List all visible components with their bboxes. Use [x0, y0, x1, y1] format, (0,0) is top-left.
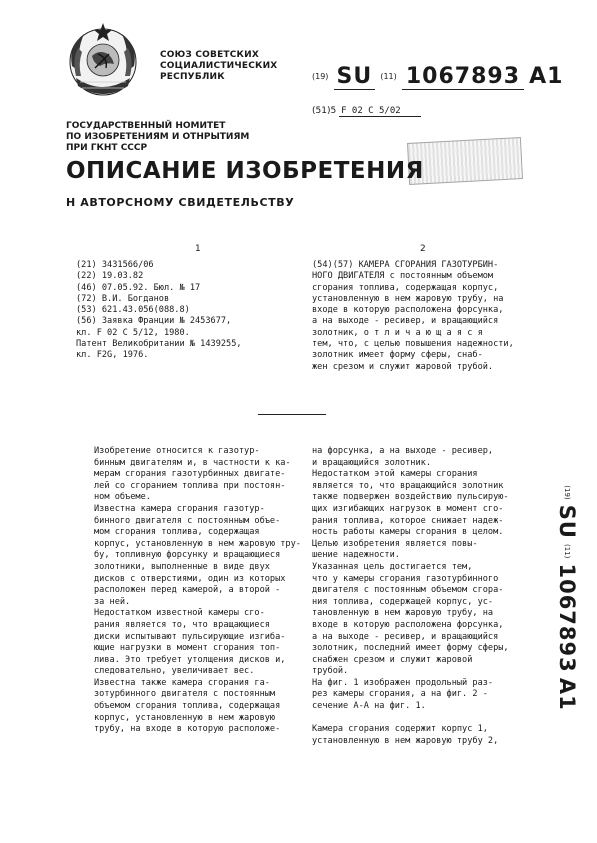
abstract-line: НОГО ДВИГАТЕЛЯ с постоянным объемом: [312, 271, 494, 282]
document-title: ОПИСАНИЕ ИЗОБРЕТЕНИЯ: [66, 158, 424, 184]
bib-line: (46) 07.05.92. Бюл. № 17: [76, 282, 201, 293]
text-line: корпус, установленную в нем жаровую тру-: [94, 538, 301, 549]
text-line: лей со сгоранием топлива при постоян-: [94, 480, 286, 491]
bib-line: (22) 19.03.82: [76, 271, 144, 282]
text-line: является то, что вращающийся золотник: [312, 480, 504, 491]
abstract-line: а на выходе - ресивер, и вращающийся: [312, 316, 499, 327]
bib-line: кл. F 02 C 5/12, 1980.: [76, 327, 190, 338]
abstract-line: жен срезом и служит жаровой трубой.: [312, 361, 494, 372]
publication-number: (19) SU (11) 1067893 A1: [312, 64, 564, 89]
text-line: бинным двигателям и, в частности к ка-: [94, 457, 291, 468]
bib-line: (53) 621.43.056(088.8): [76, 305, 190, 316]
text-line: Известна камера сгорания газотур-: [94, 503, 265, 514]
text-line: снабжен срезом и служит жаровой: [312, 654, 473, 665]
text-line: тановленную в нем жаровую трубу, на: [312, 608, 494, 619]
text-line: трубой.: [312, 666, 349, 677]
text-line: золотник, последний имеет форму сферы,: [312, 643, 509, 654]
text-line: за ней.: [94, 596, 131, 607]
text-line: сечение А-А на фиг. 1.: [312, 701, 426, 712]
text-line: следовательно, увеличивает вес.: [94, 666, 255, 677]
text-line: дисков с отверстиями, один из которых: [94, 573, 286, 584]
text-line: золотники, выполненные в виде двух: [94, 561, 270, 572]
text-line: Недостатком известной камеры сго-: [94, 608, 265, 619]
text-line: бу, топливную форсунку и вращающиеся: [94, 550, 281, 561]
text-line: лива. Это требует утолщения дисков и,: [94, 654, 286, 665]
bib-line: (72) В.И. Богданов: [76, 293, 170, 304]
abstract-line: золотник имеет форму сферы, снаб-: [312, 350, 483, 361]
text-line: диски испытывают пульсирующие изгиба-: [94, 631, 286, 642]
text-line: корпус, установленную в нем жаровую: [94, 712, 276, 723]
bib-line: (56) Заявка Франции № 2453677,: [76, 316, 232, 327]
text-line: ность работы камеры сгорания в целом.: [312, 527, 504, 538]
text-line: ющие нагрузки в момент сгорания топ-: [94, 643, 281, 654]
text-line: Недостатком этой камеры сгорания: [312, 469, 478, 480]
text-line: Указанная цель достигается тем,: [312, 561, 473, 572]
text-line: рания является то, что вращающиеся: [94, 619, 270, 630]
bib-line: Патент Великобритании № 1439255,: [76, 339, 242, 350]
column-number-2: 2: [420, 244, 426, 254]
issuing-committee: ГОСУДАРСТВЕННЫЙ НОМИТЕТ ПО ИЗОБРЕТЕНИЯМ И ОТНРЫТИЯМ ПРИ ГКНТ СССР: [66, 121, 250, 153]
divider-rule: [258, 414, 326, 415]
text-line: Изобретение относится к газотур-: [94, 446, 260, 456]
text-line: на форсунка, а на выходе - ресивер,: [312, 446, 494, 456]
abstract-line: тем, что, с целью повышения надежности,: [312, 339, 514, 350]
bib-line: кл. F2G, 1976.: [76, 350, 149, 361]
text-line: бинного двигателя с постоянным объе-: [94, 515, 281, 526]
text-line: также подвержен воздействию пульсирую-: [312, 492, 509, 503]
abstract-line: золотник, о т л и ч а ю щ а я с я: [312, 327, 483, 338]
text-line: [312, 713, 509, 725]
text-line: трубу, на входе в которую расположе-: [94, 724, 281, 735]
text-line: расположен перед камерой, а второй -: [94, 585, 281, 596]
side-publication-number: (19) SU (11) 1067893 A1: [555, 485, 579, 711]
text-line: мерам сгорания газотурбинных двигате-: [94, 469, 286, 480]
description-column-left: [94, 446, 301, 736]
text-line: объемом сгорания топлива, содержащая: [94, 701, 281, 712]
abstract-line: (54)(57) КАМЕРА СГОРАНИЯ ГАЗОТУРБИН-: [312, 260, 499, 270]
bibliographic-data: [76, 260, 242, 362]
abstract-line: установленную в нем жаровую трубу, на: [312, 293, 504, 304]
country-code: SU: [334, 64, 376, 90]
text-line: мом сгорания топлива, содержащая: [94, 527, 260, 538]
document-subtitle: Н АВТОРСНОМУ СВИДЕТЕЛЬСТВУ: [66, 196, 295, 209]
text-line: ния топлива, содержащей корпус, ус-: [312, 596, 494, 607]
text-line: щих изгибающих нагрузок в момент сго-: [312, 503, 504, 514]
text-line: Известна также камера сгорания га-: [94, 677, 270, 688]
text-line: На фиг. 1 изображен продольный раз-: [312, 677, 494, 688]
patent-number: 1067893: [402, 64, 524, 90]
bib-line: (21) 3431566/06: [76, 260, 154, 270]
text-line: шение надежности.: [312, 550, 400, 561]
country-name: СОЮЗ СОВЕТСКИХ СОЦИАЛИСТИЧЕСКИХ РЕСПУБЛИК: [160, 50, 278, 82]
text-line: установленную в нем жаровую трубу 2,: [312, 735, 499, 746]
text-line: рания топлива, которое снижает надеж-: [312, 515, 504, 526]
text-line: зотурбинного двигателя с постоянным: [94, 689, 276, 700]
text-line: что у камеры сгорания газотурбинного: [312, 573, 499, 584]
text-line: а на выходе - ресивер, и вращающийся: [312, 631, 499, 642]
abstract-line: сгорания топлива, содержащая корпус,: [312, 282, 499, 293]
ipc-classification: (51)5 F 02 C 5/02: [312, 106, 421, 116]
text-line: входе в которую расположена форсунка,: [312, 619, 504, 630]
kind-code: A1: [529, 64, 564, 89]
state-emblem-icon: [62, 20, 144, 102]
abstract-line: входе в которую расположена форсунка,: [312, 305, 504, 316]
description-column-right: [312, 446, 509, 747]
text-line: и вращающийся золотник.: [312, 457, 431, 468]
text-line: двигателя с постоянным объемом сгора-: [312, 585, 504, 596]
library-stamp: [407, 137, 523, 185]
column-number-1: 1: [195, 244, 201, 254]
text-line: ном объеме.: [94, 492, 151, 503]
text-line: рез камеры сгорания, а на фиг. 2 -: [312, 689, 488, 700]
text-line: Целью изобретения является повы-: [312, 538, 478, 549]
abstract-claim: [312, 260, 537, 373]
text-line: Камера сгорания содержит корпус 1,: [312, 724, 488, 735]
